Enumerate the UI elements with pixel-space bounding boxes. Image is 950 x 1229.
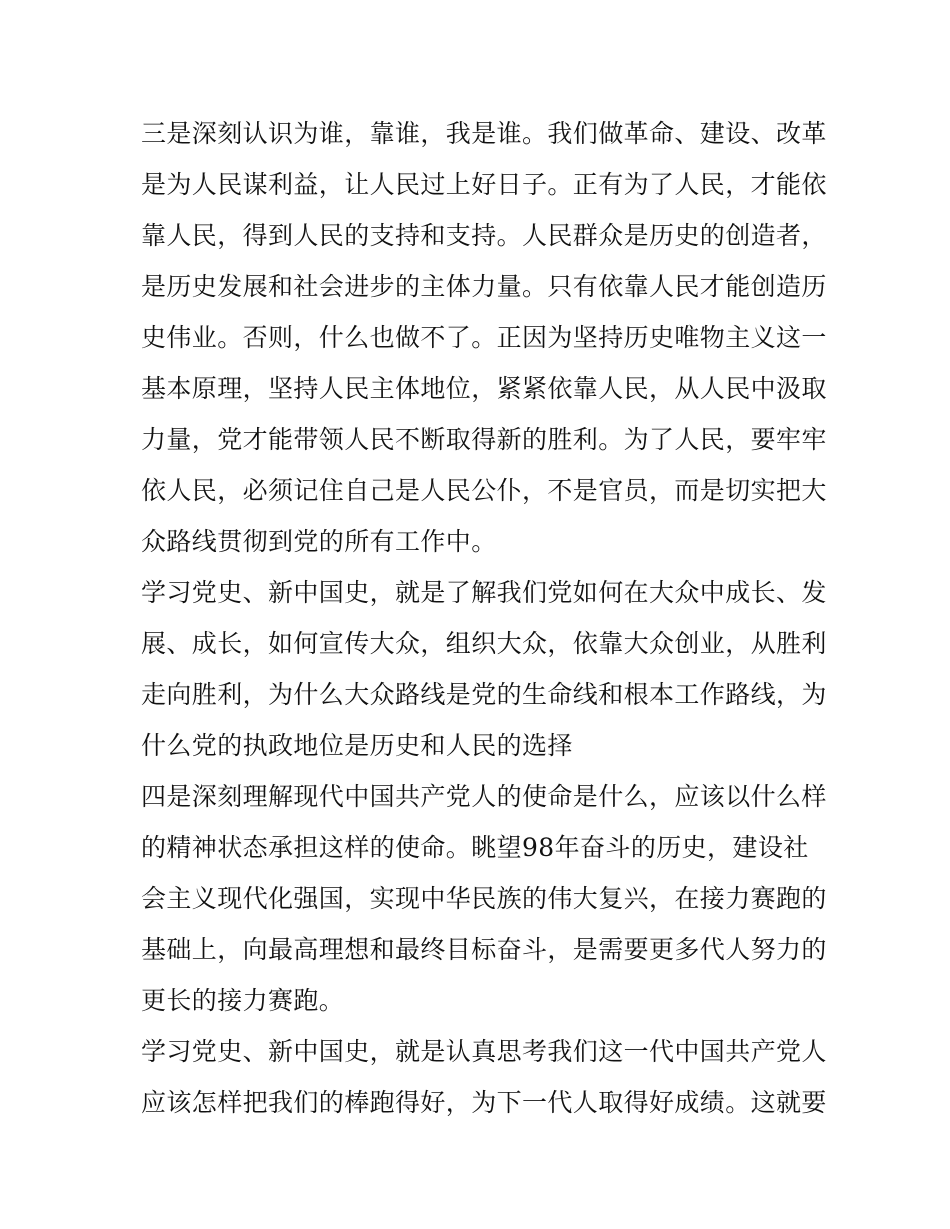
text-line: 的精神状态承担这样的使命。眺望98年奋斗的历史，建设社 (141, 833, 809, 862)
text-line: 靠人民，得到人民的支持和支持。人民群众是历史的创造者， (141, 221, 827, 250)
text-line: 学习党史、新中国史，就是了解我们党如何在大众中成长、发 (141, 578, 827, 607)
text-line: 四是深刻理解现代中国共产党人的使命是什么，应该以什么样 (141, 782, 827, 811)
text-line: 众路线贯彻到党的所有工作中。 (141, 527, 497, 556)
text-line: 是历史发展和社会进步的主体力量。只有依靠人民才能创造历 (141, 272, 827, 301)
text-line: 史伟业。否则，什么也做不了。正因为坚持历史唯物主义这一 (141, 323, 827, 352)
text-line: 学习党史、新中国史，就是认真思考我们这一代中国共产党人 (141, 1037, 827, 1066)
text-line: 三是深刻认识为谁，靠谁，我是谁。我们做革命、建设、改革 (141, 119, 827, 148)
document-body (141, 108, 827, 1128)
text-line: 基础上，向最高理想和最终目标奋斗，是需要更多代人努力的 (141, 935, 827, 964)
text-line: 是为人民谋利益，让人民过上好日子。正有为了人民，才能依 (141, 170, 827, 199)
text-line: 依人民，必须记住自己是人民公仆，不是官员，而是切实把大 (141, 476, 827, 505)
text-line: 走向胜利，为什么大众路线是党的生命线和根本工作路线，为 (141, 680, 827, 709)
text-line: 展、成长，如何宣传大众，组织大众，依靠大众创业，从胜利 (141, 629, 827, 658)
text-line: 会主义现代化强国，实现中华民族的伟大复兴，在接力赛跑的 (141, 884, 827, 913)
text-line: 力量，党才能带领人民不断取得新的胜利。为了人民，要牢牢 (141, 425, 827, 454)
text-line: 什么党的执政地位是历史和人民的选择 (141, 731, 573, 760)
text-line: 应该怎样把我们的棒跑得好，为下一代人取得好成绩。这就要 (141, 1088, 827, 1117)
text-line: 更长的接力赛跑。 (141, 986, 345, 1015)
text-line: 基本原理，坚持人民主体地位，紧紧依靠人民，从人民中汲取 (141, 374, 827, 403)
